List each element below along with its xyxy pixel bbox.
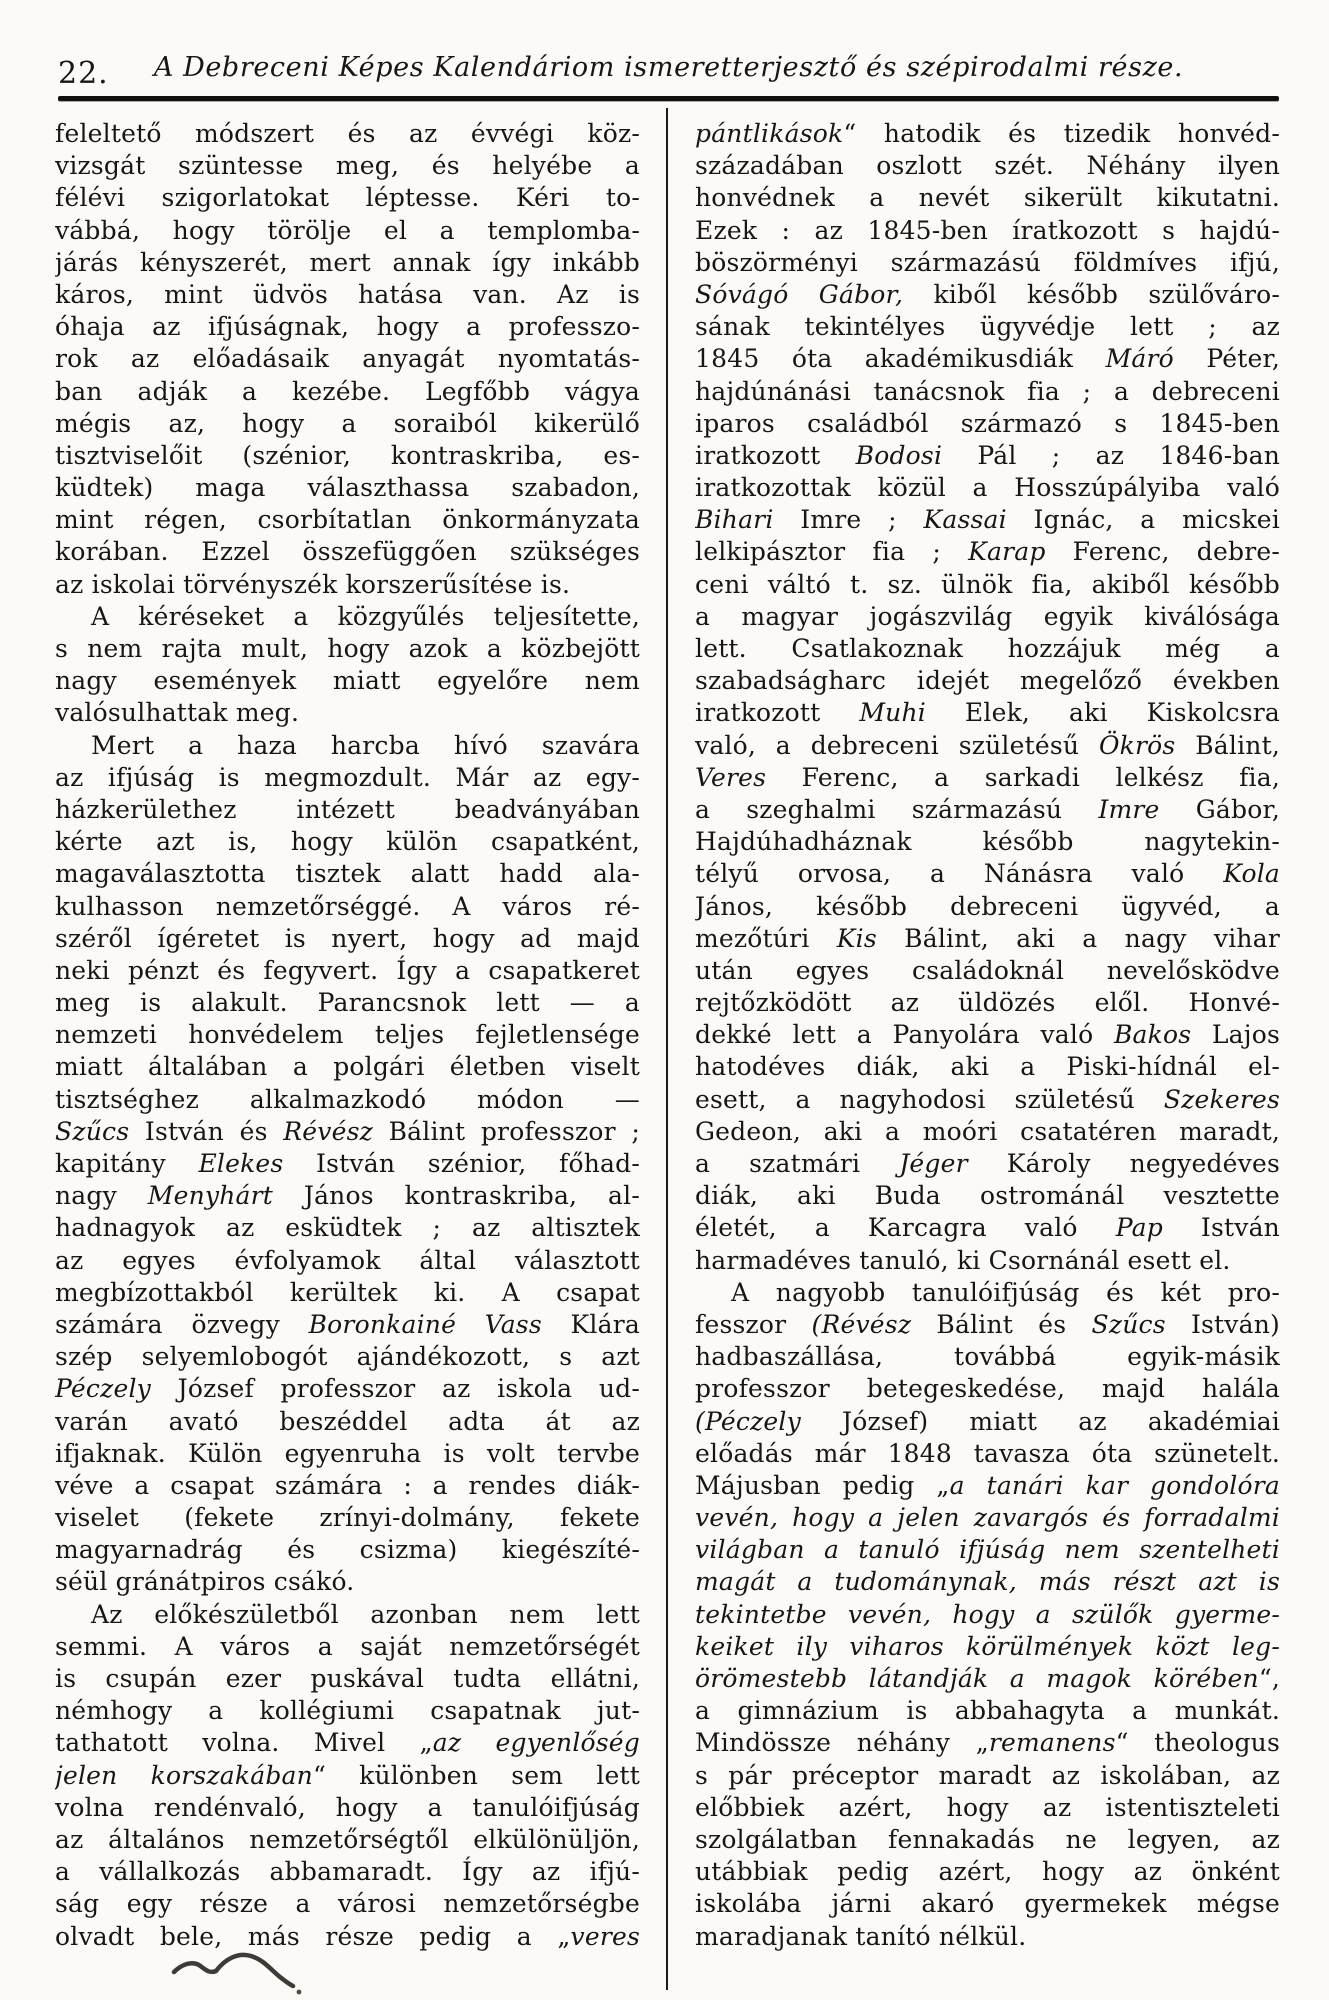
text-line (695, 1631, 1280, 1663)
text-line (55, 601, 640, 633)
italic-text-run: Ökrös (1098, 730, 1176, 760)
text-line (695, 987, 1280, 1019)
text-run: nemzeti honvédelem teljes fejletlensége (55, 1020, 640, 1050)
text-run: széről ígéretet is nyert, hogy ad majd (55, 923, 640, 953)
text-line (55, 472, 640, 504)
text-run: ság egy része a városi nemzetőrségbe (55, 1889, 640, 1919)
text-run: esett, a nagyhodosi születésű (695, 1084, 1164, 1114)
text-run: az általános nemzetőrségtől elkülönüljön, (55, 1824, 640, 1854)
pen-scribble (168, 1946, 318, 1998)
text-run: s pár préceptor maradt az iskolában, az (695, 1760, 1280, 1790)
text-line (55, 1309, 640, 1341)
text-line (55, 1856, 640, 1888)
text-run: olvadt bele, más része pedig a „ (55, 1921, 571, 1951)
text-run: varán avató beszéddel adta át az (55, 1406, 640, 1436)
text-run: János kontraskriba, al- (273, 1181, 640, 1211)
text-run: s nem rajta mult, hogy azok a közbejött (55, 634, 640, 663)
text-run: az ifjúság is megmozdult. Már az egy- (55, 762, 640, 792)
text-line (695, 1760, 1280, 1792)
text-run: harmadéves tanuló, ki Csornánál esett el. (695, 1245, 1231, 1275)
text-run: A nagyobb tanulóifjúság és két pro- (731, 1277, 1280, 1307)
italic-text-run: az egyenlőség (432, 1728, 640, 1758)
text-run: János, később debreceni ügyvéd, a (695, 891, 1280, 921)
italic-text-run: Kis (836, 923, 877, 953)
text-line (695, 408, 1280, 440)
text-line (55, 1406, 640, 1438)
text-run: meg is alakult. Parancsnok lett — a (55, 988, 640, 1018)
text-run: “ hatodik és tizedik honvéd- (843, 119, 1280, 148)
text-run: iratkozottak közül a Hosszúpályiba való (695, 473, 1280, 503)
text-line (55, 1019, 640, 1051)
italic-text-run: (Péczely (695, 1406, 801, 1436)
text-line (695, 826, 1280, 858)
text-line (55, 343, 640, 375)
text-line (55, 569, 640, 601)
text-line (55, 1341, 640, 1373)
text-line (695, 730, 1280, 762)
text-run: A kéréseket a közgyűlés teljesítette, (91, 601, 640, 631)
text-run: séül gránátpiros csákó. (55, 1567, 355, 1597)
text-line (55, 697, 640, 729)
text-run: Májusban pedig „ (695, 1470, 950, 1500)
text-line (695, 343, 1280, 375)
text-run: “, (1258, 1664, 1280, 1693)
text-run: Gábor, (1159, 794, 1280, 824)
text-run: Lajos (1191, 1020, 1280, 1050)
italic-text-run: tekintetbe vevén, hogy a szülők gyerme- (695, 1599, 1280, 1629)
text-run: István) (1165, 1309, 1280, 1339)
text-line (55, 1277, 640, 1309)
text-line (55, 1051, 640, 1083)
text-line (55, 408, 640, 440)
text-line (55, 987, 640, 1019)
italic-text-run: Máró (1105, 344, 1174, 374)
text-run: “ különben sem lett (312, 1760, 640, 1790)
text-run: sának tekintélyes ügyvédje lett ; az (695, 312, 1280, 342)
text-run: 1845 óta akadémikusdiák (695, 344, 1106, 374)
text-line (695, 794, 1280, 826)
text-run: tathatott volna. Mivel „ (55, 1728, 433, 1758)
text-run: Károly negyedéves (967, 1149, 1280, 1178)
text-run: ifjaknak. Külön egyenruha is volt tervbe (55, 1438, 640, 1468)
text-line (695, 247, 1280, 279)
italic-text-run: Boronkainé Vass (308, 1309, 542, 1339)
text-line (55, 955, 640, 987)
text-run: Klára (541, 1309, 640, 1339)
italic-text-run: Menyhárt (147, 1181, 274, 1211)
italic-text-run: Péczely (55, 1374, 151, 1404)
text-line (695, 923, 1280, 955)
text-line (55, 1212, 640, 1244)
text-line (55, 1180, 640, 1212)
text-run: szabadságharc idejét megelőző években (695, 666, 1280, 696)
text-line (55, 1502, 640, 1534)
text-line (55, 1663, 640, 1695)
text-line (695, 633, 1280, 665)
italic-text-run: Pap (1115, 1213, 1163, 1243)
text-line (55, 247, 640, 279)
text-run: nagy események miatt egyelőre nem (55, 666, 640, 696)
text-run: semmi. A város a saját nemzetőrségét (55, 1631, 640, 1661)
text-line (695, 440, 1280, 472)
text-line (55, 1116, 640, 1148)
text-run: véve a csapat számára : a rendes diák- (55, 1470, 640, 1500)
italic-text-run: Elekes (198, 1149, 284, 1178)
text-line (695, 182, 1280, 214)
text-line (695, 1663, 1280, 1695)
text-line (695, 150, 1280, 182)
text-line (695, 472, 1280, 504)
italic-text-run: örömestebb látandják a magok körében (695, 1664, 1259, 1693)
text-run: professzor betegeskedése, majd halála (695, 1374, 1280, 1404)
italic-text-run: Szekeres (1163, 1084, 1280, 1114)
text-run: való, a debreceni születésű (695, 730, 1099, 760)
text-run: télyű orvosa, a Nánásra való (695, 859, 1224, 889)
text-line (695, 1727, 1280, 1759)
text-run: miatt általában a polgári életben viselt (55, 1052, 640, 1082)
text-line (695, 1341, 1280, 1373)
text-run: káros, mint üdvös hatása van. Az is (55, 279, 640, 309)
text-run: mezőtúri (695, 923, 837, 953)
text-run: kapitány (55, 1149, 199, 1178)
text-run: félévi szigorlatokat léptesse. Kéri to- (55, 183, 640, 213)
text-run: után egyes családoknál nevelősködve (695, 955, 1280, 985)
text-line (695, 1019, 1280, 1051)
text-line (55, 1695, 640, 1727)
italic-text-run: (Révész (811, 1309, 912, 1339)
text-run: lelkipásztor fia ; (695, 537, 969, 567)
page-number: 22. (58, 56, 109, 91)
text-line (695, 1502, 1280, 1534)
text-run: József professzor az iskola ud- (150, 1374, 640, 1404)
text-run: a szeghalmi származású (695, 794, 1099, 824)
text-run: szolgálatban fennakadás ne legyen, az (695, 1824, 1280, 1854)
text-line (55, 730, 640, 762)
text-line (55, 118, 640, 150)
text-run: István szénior, főhad- (283, 1149, 640, 1178)
text-line (695, 1438, 1280, 1470)
italic-text-run: Imre (1098, 794, 1160, 824)
text-run: neki pénzt és fegyvert. Így a csapatkeret (55, 955, 640, 985)
text-line (695, 955, 1280, 987)
text-run: a szatmári (695, 1149, 900, 1178)
text-line (55, 440, 640, 472)
italic-text-run: Muhi (859, 698, 926, 728)
text-run: századában oszlott szét. Néhány ilyen (695, 151, 1280, 181)
text-run: Gedeon, aki a moóri csatatéren maradt, (695, 1116, 1280, 1146)
text-run: István és (129, 1116, 284, 1146)
text-run: dekké lett a Panyolára való (695, 1020, 1114, 1050)
text-line (55, 279, 640, 311)
running-head (58, 52, 1279, 96)
text-run: mint régen, csorbítatlan önkormányzata (55, 505, 640, 535)
text-run: vizsgát szüntesse meg, és helyébe a (55, 151, 640, 181)
text-line (695, 697, 1280, 729)
text-run: Péter, (1173, 344, 1280, 374)
text-line (695, 311, 1280, 343)
text-line (55, 150, 640, 182)
text-columns (55, 118, 1280, 1990)
text-line (695, 1888, 1280, 1920)
text-line (695, 1406, 1280, 1438)
text-run: Ezek : az 1845-ben íratkozott s hajdú- (695, 215, 1280, 245)
text-line (55, 1245, 640, 1277)
italic-text-run: remanens (988, 1728, 1116, 1758)
text-run: az egyes évfolyamok által választott (55, 1245, 640, 1275)
text-run: előadás már 1848 tavasza óta szünetelt. (695, 1438, 1280, 1468)
text-line (695, 1277, 1280, 1309)
text-line (695, 569, 1280, 601)
text-run: Mert a haza harcba hívó szavára (91, 730, 640, 760)
text-line (695, 1084, 1280, 1116)
italic-text-run: Szűcs (1091, 1309, 1166, 1339)
column-divider (666, 108, 668, 1990)
text-run: vábbá, hogy törölje el a templomba- (55, 215, 640, 245)
text-line (55, 1084, 640, 1116)
text-run: Mindössze néhány „ (695, 1728, 989, 1758)
text-line (695, 1534, 1280, 1566)
text-run: hatodéves diák, aki a Piski-hídnál el- (695, 1052, 1280, 1082)
text-run: járás kényszerét, mert annak így inkább (55, 247, 640, 277)
text-line (55, 311, 640, 343)
text-run: szép selyemlobogót ajándékozott, s azt (55, 1342, 640, 1372)
text-run: Pál ; az 1846-ban (942, 440, 1280, 470)
text-line (55, 215, 640, 247)
italic-text-run: Kola (1223, 859, 1280, 889)
text-run: Ferenc, a sarkadi lelkész fia, (766, 762, 1280, 792)
text-run: magaválasztotta tisztek alatt hadd ala- (55, 859, 640, 889)
text-run: böszörményi származású földmíves ifjú, (695, 247, 1280, 277)
text-run: István (1162, 1213, 1280, 1243)
text-line (695, 1180, 1280, 1212)
text-run: Ignác, a micskei (1006, 505, 1280, 535)
text-run: feleltető módszert és az évvégi köz- (55, 119, 640, 148)
text-run: is csupán ezer puskával tudta ellátni, (55, 1664, 640, 1693)
italic-text-run: Bodosi (855, 440, 943, 470)
text-line (695, 858, 1280, 890)
text-line (55, 1760, 640, 1792)
text-line (55, 1921, 640, 1953)
text-line (695, 665, 1280, 697)
text-run: előbbiek azért, hogy az istentiszteleti (695, 1792, 1280, 1822)
text-line (55, 891, 640, 923)
text-line (695, 1212, 1280, 1244)
text-line (55, 1373, 640, 1405)
text-run: József) miatt az akadémiai (800, 1406, 1280, 1436)
text-line (695, 1792, 1280, 1824)
text-line (695, 1856, 1280, 1888)
italic-text-run: Kassai (923, 505, 1007, 535)
italic-text-run: világban a tanuló ifjúság nem szentelheti (695, 1535, 1280, 1565)
text-run: Az előkészületből azonban nem lett (91, 1599, 640, 1629)
text-run: ceni váltó t. sz. ülnök fia, akiből később (695, 569, 1280, 599)
text-run: iratkozott (695, 440, 856, 470)
text-run: maradjanak tanító nélkül. (695, 1921, 1027, 1951)
running-title: A Debreceni Képes Kalendáriom ismeretterjesztő és szépirodalmi része. (153, 52, 1184, 83)
text-line (55, 762, 640, 794)
text-run: az iskolai törvényszék korszerűsítése is. (55, 569, 571, 599)
text-run: Ferenc, debre- (1045, 537, 1280, 567)
text-line (695, 601, 1280, 633)
italic-text-run: pántlikások (695, 119, 844, 148)
text-run: a gimnázium is abbahagyta a munkát. (695, 1696, 1280, 1726)
text-run: “ theologus (1115, 1728, 1280, 1758)
text-line (55, 1888, 640, 1920)
text-run: volna rendénvaló, hogy a tanulóifjúság (55, 1792, 640, 1822)
text-line (55, 858, 640, 890)
text-run: Bálint, aki a nagy vihar (876, 923, 1280, 953)
text-line (55, 182, 640, 214)
text-run: mégis az, hogy a soraiból kikerülő (55, 408, 640, 438)
text-line (695, 1470, 1280, 1502)
text-line (695, 376, 1280, 408)
text-run: lett. Csatlakoznak hozzájuk még a (695, 634, 1280, 663)
italic-text-run: keiket ily viharos körülmények közt leg- (695, 1631, 1280, 1661)
text-run: küdtek) maga választhassa szabadon, (55, 473, 640, 503)
text-line (55, 665, 640, 697)
text-line (55, 1824, 640, 1856)
italic-text-run: vevén, hogy a jelen zavargós és forradalmi (695, 1503, 1280, 1533)
text-line (695, 1309, 1280, 1341)
text-run: Bálint és (911, 1309, 1092, 1339)
text-line (695, 762, 1280, 794)
text-line (695, 215, 1280, 247)
text-run: korában. Ezzel összefüggően szükséges (55, 537, 640, 567)
text-run: tisztviselőit (szénior, kontraskriba, es- (55, 440, 640, 470)
text-line (55, 1599, 640, 1631)
italic-text-run: Révész (283, 1116, 373, 1146)
text-run: Bálint, (1175, 730, 1280, 760)
text-run: fesszor (695, 1309, 812, 1339)
text-line (55, 536, 640, 568)
text-run: házkerülethez intézett beadványában (55, 794, 640, 824)
italic-text-run: Karap (968, 537, 1046, 567)
text-run: honvédnek a nevét sikerült kikutatni. (695, 183, 1280, 213)
text-run: Hajdúhadháznak később nagytekin- (695, 827, 1280, 857)
text-run: hajdúnánási tanácsnok fia ; a debreceni (695, 376, 1280, 406)
text-line (55, 1148, 640, 1180)
text-line (695, 1373, 1280, 1405)
text-run: óhaja az ifjúságnak, hogy a professzo- (55, 312, 640, 342)
text-line (695, 1245, 1280, 1277)
text-run: viselet (fekete zrínyi-dolmány, fekete (55, 1503, 640, 1533)
text-line (695, 1695, 1280, 1727)
italic-text-run: magát a tudománynak, más részt azt is (695, 1567, 1280, 1597)
italic-text-run: Veres (695, 762, 767, 792)
text-run: diák, aki Buda ostrománál vesztette (695, 1181, 1280, 1211)
text-line (695, 891, 1280, 923)
text-run: iratkozott (695, 698, 860, 728)
text-run: hadnagyok az esküdtek ; az altisztek (55, 1213, 640, 1243)
text-run: rejtőzködött az üldözés elől. Honvé- (695, 988, 1280, 1018)
text-run: számára özvegy (55, 1309, 309, 1339)
text-run: valósulhattak meg. (55, 698, 300, 728)
text-line (55, 826, 640, 858)
text-line (55, 1470, 640, 1502)
header-rule (58, 96, 1279, 101)
text-line (55, 1534, 640, 1566)
italic-text-run: Szűcs (55, 1116, 130, 1146)
text-line (695, 1051, 1280, 1083)
text-run: megbízottakból kerültek ki. A csapat (55, 1277, 640, 1307)
text-run: életét, a Karcagra való (695, 1213, 1116, 1243)
text-run: kulhasson nemzetőrséggé. A város ré- (55, 891, 640, 921)
text-run: rok az előadásaik anyagát nyomtatás- (55, 344, 640, 374)
text-run: utábbiak pedig azért, hogy az önként (695, 1857, 1280, 1887)
text-run: a vállalkozás abbamaradt. Így az ifjú- (55, 1857, 640, 1887)
text-run: hadbaszállása, továbbá egyik-másik (695, 1342, 1280, 1372)
text-run: kiből később szülőváro- (903, 279, 1280, 309)
text-line (55, 633, 640, 665)
text-line (695, 504, 1280, 536)
text-line (55, 1727, 640, 1759)
italic-text-run: Jéger (899, 1149, 968, 1178)
italic-text-run: a tanári kar gondolóra (949, 1470, 1280, 1500)
text-line (695, 1824, 1280, 1856)
italic-text-run: Sóvágó Gábor, (695, 279, 904, 309)
text-run: tisztséghez alkalmazkodó módon — (55, 1084, 640, 1114)
text-line (695, 1566, 1280, 1598)
text-line (695, 1599, 1280, 1631)
text-run: kérte azt is, hogy külön csapatként, (55, 827, 640, 857)
text-run: némhogy a kollégiumi csapatnak jut- (55, 1696, 640, 1726)
text-run: iskolába járni akaró gyermekek mégse (695, 1889, 1280, 1919)
text-run: a magyar jogászvilág egyik kiválósága (695, 601, 1280, 631)
italic-text-run: Bihari (695, 505, 774, 535)
italic-text-run: Bakos (1113, 1020, 1192, 1050)
text-line (55, 504, 640, 536)
text-run: iparos családból származó s 1845-ben (695, 408, 1280, 438)
text-line (55, 376, 640, 408)
text-line (55, 1792, 640, 1824)
text-line (695, 1116, 1280, 1148)
italic-text-run: veres (570, 1921, 640, 1951)
text-run: Bálint professzor ; (372, 1116, 640, 1146)
text-line (55, 923, 640, 955)
text-line (55, 1438, 640, 1470)
text-run: ban adják a kezébe. Legfőbb vágya (55, 376, 640, 406)
text-run: Imre ; (773, 505, 924, 535)
text-run: nagy (55, 1181, 148, 1211)
text-line (695, 118, 1280, 150)
text-line (695, 536, 1280, 568)
text-line (695, 279, 1280, 311)
text-line (695, 1148, 1280, 1180)
text-line (55, 794, 640, 826)
text-run: magyarnadrág és csizma) kiegészíté- (55, 1535, 640, 1565)
text-run: Elek, aki Kiskolcsra (925, 698, 1280, 728)
right-column (695, 118, 1280, 1990)
left-column (55, 118, 640, 1990)
text-line (55, 1566, 640, 1598)
text-line (55, 1631, 640, 1663)
text-line (695, 1921, 1280, 1953)
italic-text-run: jelen korszakában (55, 1760, 313, 1790)
